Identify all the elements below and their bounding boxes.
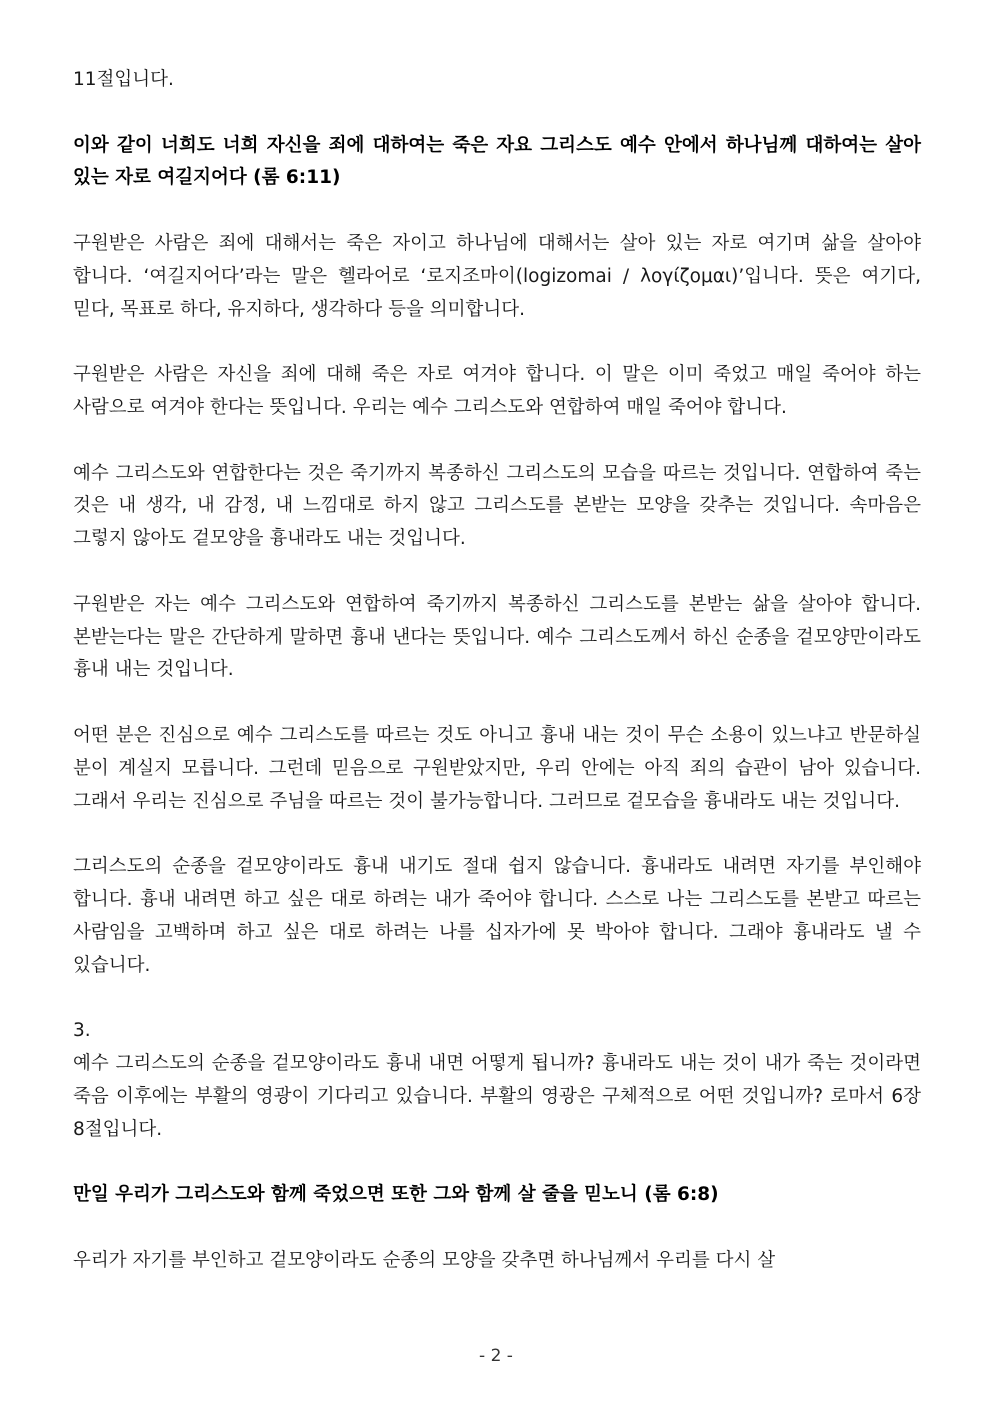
body-paragraph: 구원받은 자는 예수 그리스도와 연합하여 죽기까지 복종하신 그리스도를 본받는 삶을 살아야 합니다. 본받는다는 말은 간단하게 말하면 흉내 낸다는 뜻입니다. 예수 그리스도께서 하신 순종을 겉모양만이라도 흉내 내는 것입니다. bbox=[73, 593, 921, 681]
scripture-quote-romans-6-8: 만일 우리가 그리스도와 함께 죽었으면 또한 그와 함께 살 줄을 믿노니 (롬 6:8) bbox=[73, 1184, 719, 1206]
body-paragraph: 예수 그리스도의 순종을 겉모양이라도 흉내 내면 어떻게 됩니까? 흉내라도 내는 것이 내가 죽는 것이라면 죽음 이후에는 부활의 영광이 기다리고 있습니다. 부활의 영광은 구체적으로 어떤 것입니까? 로마서 6장 8절입니다. bbox=[73, 1052, 921, 1140]
paragraph-gap bbox=[73, 326, 921, 359]
page-number: - 2 - bbox=[479, 1346, 513, 1366]
paragraph-gap bbox=[73, 687, 921, 720]
scripture-quote-romans-6-11: 이와 같이 너희도 너희 자신을 죄에 대하여는 죽은 자요 그리스도 예수 안에서 하나님께 대하여는 살아 있는 자로 여길지어다 (롬 6:11) bbox=[73, 134, 921, 189]
body-paragraph: 그리스도의 순종을 겉모양이라도 흉내 내기도 절대 쉽지 않습니다. 흉내라도 내려면 자기를 부인해야 합니다. 흉내 내려면 하고 싶은 대로 하려는 내가 죽어야 합니다. 스스로 나는 그리스도를 본받고 따르는 사람임을 고백하며 하고 싶은 대로 하려는 나를 십자가에 못 박아야 합니다. 그래야 흉내라도 낼 수 있습니다. bbox=[73, 856, 921, 976]
paragraph-gap bbox=[73, 982, 921, 1015]
paragraph-gap bbox=[73, 97, 921, 130]
paragraph-gap bbox=[73, 425, 921, 458]
body-paragraph: 구원받은 사람은 자신을 죄에 대해 죽은 자로 여겨야 합니다. 이 말은 이미 죽었고 매일 죽어야 하는 사람으로 여겨야 한다는 뜻입니다. 우리는 예수 그리스도와 연합하여 매일 죽어야 합니다. bbox=[73, 364, 922, 418]
paragraph-gap bbox=[73, 818, 921, 851]
body-paragraph: 우리가 자기를 부인하고 겉모양이라도 순종의 모양을 갖추면 하나님께서 우리를 다시 살 bbox=[73, 1249, 776, 1271]
paragraph-gap bbox=[73, 556, 921, 589]
document-body bbox=[73, 64, 921, 1277]
body-paragraph: 어떤 분은 진심으로 예수 그리스도를 따르는 것도 아니고 흉내 내는 것이 무슨 소용이 있느냐고 반문하실 분이 계실지 모릅니다. 그런데 믿음으로 구원받았지만, 우리 안에는 아직 죄의 습관이 남아 있습니다. 그래서 우리는 진심으로 주님을 따르는 것이 불가능합니다. 그러므로 겉모습을 흉내라도 내는 것입니다. bbox=[73, 724, 921, 812]
paragraph-gap bbox=[73, 195, 921, 228]
paragraph-gap bbox=[73, 1212, 921, 1245]
intro-line: 11절입니다. bbox=[73, 69, 174, 90]
body-paragraph: 예수 그리스도와 연합한다는 것은 죽기까지 복종하신 그리스도의 모습을 따르는 것입니다. 연합하여 죽는 것은 내 생각, 내 감정, 내 느낌대로 하지 않고 그리스도를 본받는 모양을 갖추는 것입니다. 속마음은 그렇지 않아도 겉모양을 흉내라도 내는 것입니다. bbox=[73, 462, 921, 550]
section-number: 3. bbox=[73, 1020, 91, 1042]
paragraph-gap bbox=[73, 1146, 921, 1179]
body-paragraph: 구원받은 사람은 죄에 대해서는 죽은 자이고 하나님에 대해서는 살아 있는 자로 여기며 삶을 살아야 합니다. ‘여길지어다’라는 말은 헬라어로 ‘로지조마이(logizomai / λογίζομαι)’입니다. 뜻은 여기다, 믿다, 목표로 하다, 유지하다, 생각하다 등을 의미합니다. bbox=[73, 232, 921, 320]
